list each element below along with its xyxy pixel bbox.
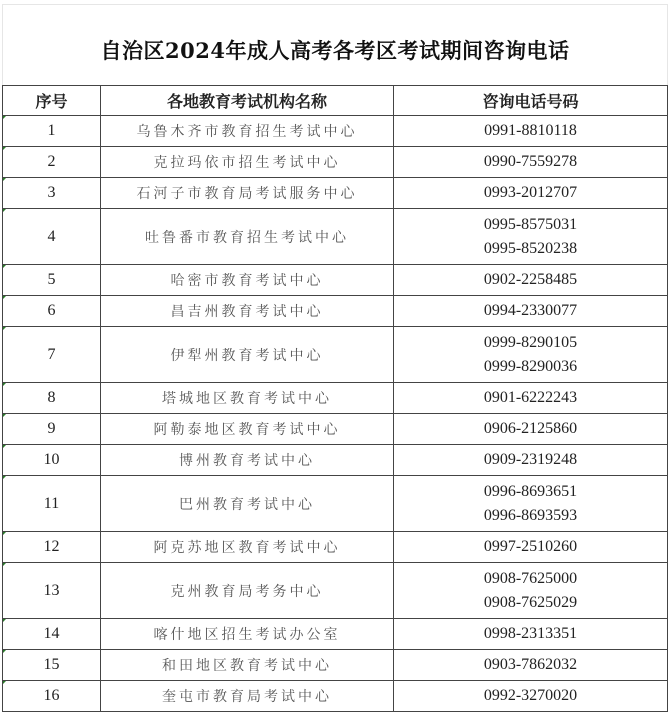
table-row — [3, 445, 668, 476]
institution-name: 塔城地区教育考试中心 — [101, 383, 394, 414]
phone-number: 0991-8810118 — [484, 122, 577, 139]
institution-name: 巴州教育考试中心 — [101, 476, 394, 532]
phone-cell — [394, 532, 668, 563]
table-header-row — [3, 86, 668, 116]
table-row — [3, 383, 668, 414]
phone-cell — [394, 414, 668, 445]
phone-cell — [394, 265, 668, 296]
phone-cell — [394, 445, 668, 476]
institution-name: 吐鲁番市教育招生考试中心 — [101, 209, 394, 265]
table-row — [3, 116, 668, 147]
institution-name: 和田地区教育考试中心 — [101, 650, 394, 681]
row-index: 1 — [3, 116, 101, 147]
table-body — [3, 116, 668, 712]
phone-number: 0999-8290105 — [483, 333, 578, 351]
row-index: 7 — [3, 327, 101, 383]
row-index: 2 — [3, 147, 101, 178]
header-institution: 各地教育考试机构名称 — [101, 86, 394, 116]
phone-cell — [394, 563, 668, 619]
row-index: 13 — [3, 563, 101, 619]
phone-number: 0994-2330077 — [483, 302, 578, 319]
table-row — [3, 532, 668, 563]
table-row — [3, 209, 668, 265]
phone-cell — [394, 327, 668, 383]
table-row — [3, 147, 668, 178]
document-title: 自治区2024年成人高考各考区考试期间咨询电话 — [100, 38, 570, 63]
institution-name: 伊犁州教育考试中心 — [101, 327, 394, 383]
table-row — [3, 619, 668, 650]
institution-name: 克州教育局考务中心 — [101, 563, 394, 619]
phone-number: 0906-2125860 — [483, 420, 578, 437]
table-row — [3, 414, 668, 445]
phone-number: 0992-3270020 — [483, 687, 578, 704]
phone-cell — [394, 619, 668, 650]
table-row — [3, 563, 668, 619]
institution-name: 乌鲁木齐市教育招生考试中心 — [101, 116, 394, 147]
table-row — [3, 178, 668, 209]
row-index: 11 — [3, 476, 101, 532]
phone-cell — [394, 383, 668, 414]
phone-number: 0909-2319248 — [483, 451, 578, 468]
phone-number: 0998-2313351 — [483, 625, 578, 642]
phone-number: 0995-8520238 — [483, 239, 578, 257]
institution-name: 石河子市教育局考试服务中心 — [101, 178, 394, 209]
row-index: 15 — [3, 650, 101, 681]
phone-number: 0901-6222243 — [483, 389, 578, 406]
table-row — [3, 265, 668, 296]
table-row — [3, 681, 668, 712]
phone-cell — [394, 147, 668, 178]
row-index: 12 — [3, 532, 101, 563]
institution-name: 昌吉州教育考试中心 — [101, 296, 394, 327]
phone-number: 0993-2012707 — [483, 184, 578, 201]
phone-cell — [394, 178, 668, 209]
phone-number: 0903-7862032 — [483, 656, 578, 673]
table-row — [3, 296, 668, 327]
table-row — [3, 650, 668, 681]
phone-cell — [394, 476, 668, 532]
phone-number: 0908-7625029 — [483, 593, 578, 611]
phone-number: 0908-7625000 — [483, 569, 578, 587]
header-index: 序号 — [3, 86, 101, 116]
phone-cell — [394, 681, 668, 712]
institution-name: 克拉玛依市招生考试中心 — [101, 147, 394, 178]
table-row — [3, 327, 668, 383]
phone-cell — [394, 650, 668, 681]
phone-cell — [394, 209, 668, 265]
table-row — [3, 476, 668, 532]
phone-number: 0902-2258485 — [483, 271, 578, 288]
phone-number: 0996-8693593 — [483, 506, 578, 524]
phone-cell — [394, 296, 668, 327]
title-area — [2, 4, 668, 85]
institution-name: 阿勒泰地区教育考试中心 — [101, 414, 394, 445]
institution-name: 奎屯市教育局考试中心 — [101, 681, 394, 712]
row-index: 5 — [3, 265, 101, 296]
institution-name: 阿克苏地区教育考试中心 — [101, 532, 394, 563]
row-index: 8 — [3, 383, 101, 414]
institution-name: 博州教育考试中心 — [101, 445, 394, 476]
row-index: 4 — [3, 209, 101, 265]
header-phone: 咨询电话号码 — [394, 86, 668, 116]
phone-cell — [394, 116, 668, 147]
phone-number: 0990-7559278 — [483, 153, 578, 170]
phone-number: 0997-2510260 — [483, 538, 578, 555]
phone-number: 0996-8693651 — [483, 482, 578, 500]
institution-name: 喀什地区招生考试办公室 — [101, 619, 394, 650]
row-index: 16 — [3, 681, 101, 712]
row-index: 6 — [3, 296, 101, 327]
row-index: 10 — [3, 445, 101, 476]
contact-table — [2, 85, 668, 712]
phone-number: 0995-8575031 — [483, 215, 578, 233]
row-index: 14 — [3, 619, 101, 650]
row-index: 3 — [3, 178, 101, 209]
row-index: 9 — [3, 414, 101, 445]
phone-number: 0999-8290036 — [483, 357, 578, 375]
institution-name: 哈密市教育考试中心 — [101, 265, 394, 296]
